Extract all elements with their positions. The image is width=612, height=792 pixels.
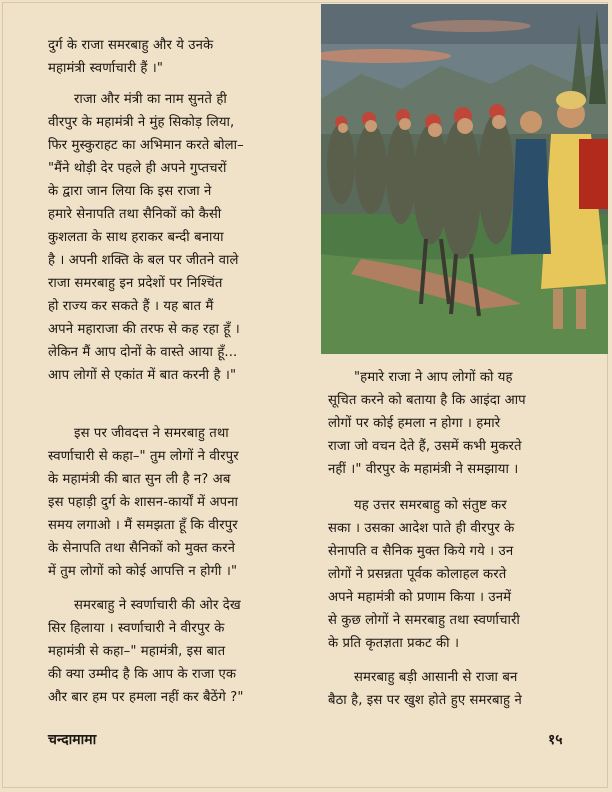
text-line: समरबाहु बड़ी आसानी से राजा बन <box>354 670 518 685</box>
text-line: महामंत्री से कहा–" महामंत्री, इस बात <box>48 644 226 659</box>
left-paragraph-4 <box>48 594 310 709</box>
text-line: सिर हिलाया । स्वर्णाचारी ने वीरपुर के <box>48 621 225 636</box>
text-line: समरबाहु ने स्वर्णाचारी की ओर देख <box>74 598 241 613</box>
text-line: स्वर्णाचारी से कहा–" तुम लोगों ने वीरपुर <box>48 449 239 464</box>
text-line: नहीं ।" वीरपुर के महामंत्री ने समझाया । <box>328 462 519 477</box>
text-line: राजा और मंत्री का नाम सुनते ही <box>74 92 227 107</box>
text-line: के महामंत्री की बात सुन ली है न? अब <box>48 472 231 487</box>
text-line: अपने महाराजा की तरफ से कह रहा हूँ । <box>48 322 240 337</box>
text-line: इस पहाड़ी दुर्ग के शासन-कार्यों में अपना <box>48 495 239 510</box>
text-line: सका । उसका आदेश पाते ही वीरपुर के <box>328 521 515 536</box>
text-line: हमारे सेनापति तथा सैनिकों को कैसी <box>48 207 222 222</box>
text-line: और बार हम पर हमला नहीं कर बैठेंगे ?" <box>48 690 244 705</box>
text-line: दुर्ग के राजा समरबाहु और ये उनके <box>48 38 214 53</box>
left-paragraph-3 <box>48 422 310 583</box>
text-line: लेकिन मैं आप दोनों के वास्ते आया हूँ... <box>48 345 238 360</box>
magazine-name: चन्दामामा <box>48 732 97 748</box>
text-line: से कुछ लोगों ने समरबाहु तथा स्वर्णाचारी <box>328 613 520 628</box>
text-line: के प्रति कृतज्ञता प्रकट की । <box>328 636 460 651</box>
text-line: "हमारे राजा ने आप लोगों को यह <box>354 370 513 385</box>
text-line: इस पर जीवदत्त ने समरबाहु तथा <box>74 426 229 441</box>
text-line: राजा समरबाहु इन प्रदेशों पर निश्चिंत <box>48 276 223 291</box>
text-line: कुशलता के साथ हराकर बन्दी बनाया <box>48 230 224 245</box>
right-paragraph-2 <box>328 494 576 655</box>
text-line: बैठा है, इस पर खुश होते हुए समरबाहु ने <box>328 693 522 708</box>
text-line: यह उत्तर समरबाहु को संतुष्ट कर <box>354 498 507 513</box>
page-number: १५ <box>548 732 563 748</box>
text-line: लोगों पर कोई हमला न होगा । हमारे <box>328 416 501 431</box>
left-paragraph-1 <box>48 34 310 80</box>
text-line: फिर मुस्कुराहट का अभिमान करते बोला– <box>48 138 244 153</box>
right-paragraph-1 <box>328 366 576 481</box>
text-line: के सेनापति तथा सैनिकों को मुक्त करने <box>48 541 236 556</box>
text-line: है । अपनी शक्ति के बल पर जीतने वाले <box>48 253 239 268</box>
text-line: अपने महामंत्री को प्रणाम किया । उनमें <box>328 590 512 605</box>
story-illustration <box>321 4 608 354</box>
text-line: वीरपुर के महामंत्री ने मुंह सिकोड़ लिया, <box>48 115 235 130</box>
illustration-svg <box>321 4 608 354</box>
left-paragraph-2 <box>48 88 310 387</box>
right-paragraph-3 <box>328 666 576 712</box>
text-line: लोगों ने प्रसन्नता पूर्वक कोलाहल करते <box>328 567 507 582</box>
text-line: आप लोगों से एकांत में बात करनी है ।" <box>48 368 237 383</box>
text-line: की क्या उम्मीद है कि आप के राजा एक <box>48 667 237 682</box>
text-line: के द्वारा जान लिया कि इस राजा ने <box>48 184 212 199</box>
text-line: सेनापति व सैनिक मुक्त किये गये । उन <box>328 544 514 559</box>
text-line: महामंत्री स्वर्णाचारी हैं ।" <box>48 61 164 76</box>
text-line: राजा जो वचन देते हैं, उसमें कभी मुकरते <box>328 439 522 454</box>
text-line: "मैंने थोड़ी देर पहले ही अपने गुप्तचरों <box>48 161 227 176</box>
text-line: हो राज्य कर सकते हैं । यह बात मैं <box>48 299 214 314</box>
text-line: समय लगाओ । मैं समझता हूँ कि वीरपुर <box>48 518 238 533</box>
text-line: सूचित करने को बताया है कि आइंदा आप <box>328 393 526 408</box>
text-line: में तुम लोगों को कोई आपत्ति न होगी ।" <box>48 564 238 579</box>
